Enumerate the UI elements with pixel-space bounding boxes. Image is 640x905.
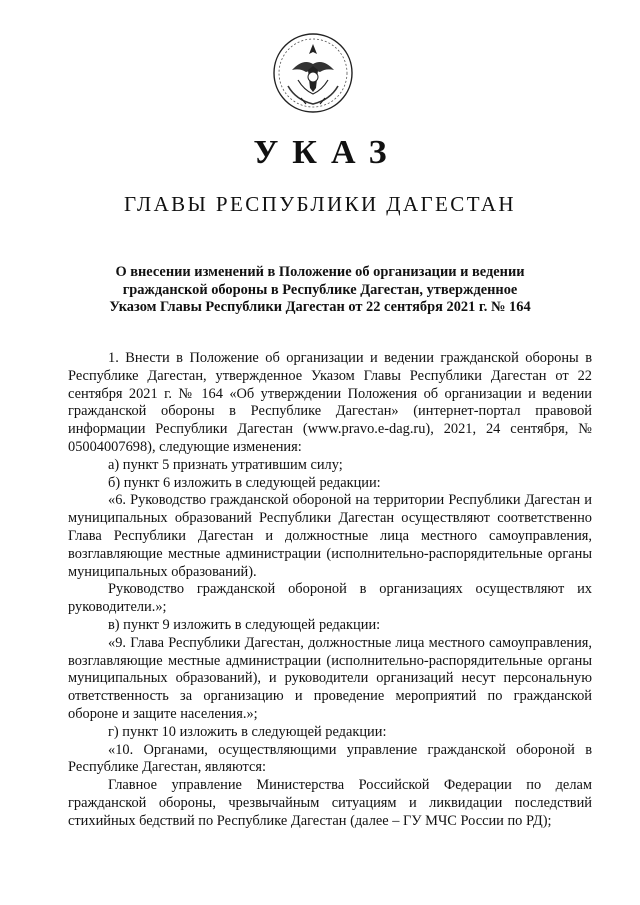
body-paragraph: Руководство гражданской обороной в организациях осуществляют их руководители.»; xyxy=(68,581,592,616)
subject-line: гражданской обороны в Республике Дагестан, утвержденное xyxy=(122,281,518,298)
body-paragraph: г) пункт 10 изложить в следующей редакции: xyxy=(108,723,387,740)
body-paragraph: б) пункт 6 изложить в следующей редакции: xyxy=(108,474,381,491)
document-subject xyxy=(86,264,554,317)
body-paragraph: 1. Внести в Положение об организации и ведении гражданской обороны в Республике Дагестан, утвержденное Указом Главы Республики Дагестан от 22 сентября 2021 г. № 164 «Об утверждении Положения об организации и ведении гражданской обороны в Республике Дагестан» (интернет-портал правовой информации Республики Дагестан (www.pravo.e-dag.ru), 2021, 24 сентября, № 05004007698), следующие изменения: xyxy=(68,350,592,455)
subject-line: О внесении изменений в Положение об организации и ведении xyxy=(115,264,525,280)
body-paragraph: «6. Руководство гражданской обороной на территории Республики Дагестан и муниципальных образований Республики Дагестан осуществляют соответственно Глава Республики Дагестан и должностные лица местного самоуправления, возглавляющие местные администрации (исполнительно-распорядительные органы муниципальных образований). xyxy=(68,492,592,580)
body-paragraph: в) пункт 9 изложить в следующей редакции: xyxy=(108,616,381,633)
body-paragraph: Главное управление Министерства Российской Федерации по делам гражданской обороны, чрезвычайным ситуациям и ликвидации последствий стихийных бедствий по Республике Дагестан (далее – ГУ МЧС России по РД); xyxy=(68,777,592,829)
document-body xyxy=(68,350,592,831)
body-paragraph: а) пункт 5 признать утратившим силу; xyxy=(108,456,343,473)
subject-line: Указом Главы Республики Дагестан от 22 сентября 2021 г. № 164 xyxy=(109,299,531,316)
body-paragraph: «10. Органами, осуществляющими управление гражданской обороной в Республике Дагестан, являются: xyxy=(68,741,592,776)
dagestan-coat-of-arms-icon xyxy=(268,30,358,116)
document-type-title: УКАЗ xyxy=(253,134,401,171)
body-paragraph: «9. Глава Республики Дагестан, должностные лица местного самоуправления, возглавляющие местные администрации (исполнительно-распорядительные органы муниципальных образований), и руководители организаций несут персональную ответственность за организацию и проведение мероприятий по гражданской обороне и защите населения.»; xyxy=(68,634,592,722)
document-issuer: ГЛАВЫ РЕСПУБЛИКИ ДАГЕСТАН xyxy=(123,192,517,216)
